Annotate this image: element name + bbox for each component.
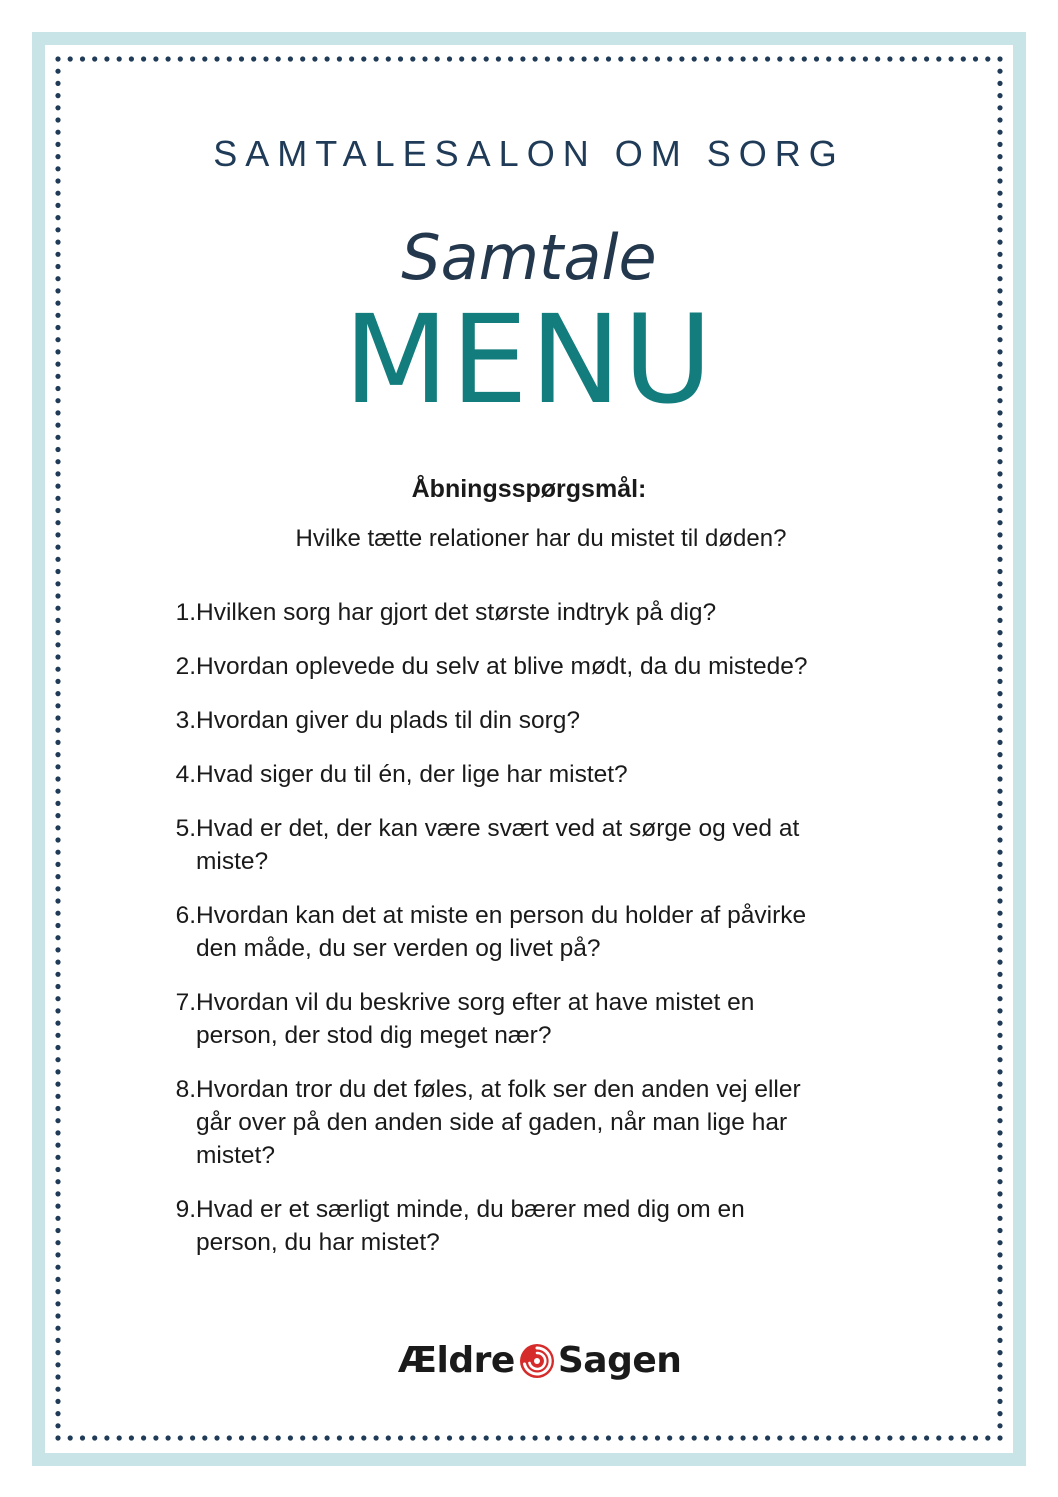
question-item bbox=[150, 758, 910, 791]
logo-left-word: Ældre bbox=[398, 1340, 515, 1381]
event-kicker: SAMTALESALON OM SORG bbox=[213, 133, 845, 174]
question-text-line: Hvordan kan det at miste en person du holder af påvirke bbox=[196, 902, 807, 929]
question-item bbox=[150, 1073, 910, 1172]
question-text bbox=[196, 650, 910, 683]
question-text-line: Hvordan vil du beskrive sorg efter at have mistet en bbox=[196, 989, 755, 1016]
title-main-word: MENU bbox=[343, 289, 715, 431]
question-text bbox=[196, 986, 910, 1052]
question-text-line: Hvad siger du til én, der lige har mistet? bbox=[196, 761, 628, 788]
question-item bbox=[150, 812, 910, 878]
question-text bbox=[196, 758, 910, 791]
question-number bbox=[150, 899, 196, 965]
question-number bbox=[150, 812, 196, 878]
question-item bbox=[150, 1193, 910, 1259]
opening-question: Hvilke tætte relationer har du mistet til døden? bbox=[295, 525, 787, 552]
question-number-label: 6. bbox=[175, 902, 196, 929]
question-number-label: 9. bbox=[175, 1196, 196, 1223]
question-item bbox=[150, 986, 910, 1052]
question-item bbox=[150, 596, 910, 629]
red-swirl-logo-icon bbox=[518, 1342, 556, 1380]
question-text bbox=[196, 596, 910, 629]
question-item bbox=[150, 650, 910, 683]
question-number bbox=[150, 758, 196, 791]
question-number bbox=[150, 704, 196, 737]
question-text-line: Hvordan oplevede du selv at blive mødt, da du mistede? bbox=[196, 653, 808, 680]
question-number-label: 5. bbox=[175, 815, 196, 842]
question-number bbox=[150, 1193, 196, 1259]
question-number bbox=[150, 596, 196, 629]
aeldre-sagen-logo bbox=[398, 1336, 682, 1386]
question-text-line: miste? bbox=[196, 848, 269, 875]
question-list bbox=[150, 596, 910, 1259]
question-item bbox=[150, 704, 910, 737]
question-number-label: 1. bbox=[175, 599, 196, 626]
question-text-line: den måde, du ser verden og livet på? bbox=[196, 935, 601, 962]
question-number bbox=[150, 1073, 196, 1172]
question-text-line: person, der stod dig meget nær? bbox=[196, 1022, 552, 1049]
question-text-line: Hvad er det, der kan være svært ved at sørge og ved at bbox=[196, 815, 800, 842]
question-text-line: mistet? bbox=[196, 1142, 275, 1169]
question-number-label: 2. bbox=[175, 653, 196, 680]
question-text bbox=[196, 812, 910, 878]
logo-right-word: Sagen bbox=[557, 1340, 682, 1381]
question-text-line: person, du har mistet? bbox=[196, 1229, 440, 1256]
question-text bbox=[196, 1193, 910, 1259]
question-text bbox=[196, 704, 910, 737]
question-number bbox=[150, 986, 196, 1052]
question-number-label: 4. bbox=[175, 761, 196, 788]
question-text bbox=[196, 899, 910, 965]
question-number-label: 8. bbox=[175, 1076, 196, 1103]
question-number-label: 3. bbox=[175, 707, 196, 734]
question-number bbox=[150, 650, 196, 683]
opening-heading: Åbningsspørgsmål: bbox=[411, 475, 647, 503]
title-script-word: Samtale bbox=[401, 221, 657, 294]
question-text-line: Hvordan tror du det føles, at folk ser den anden vej eller bbox=[196, 1076, 801, 1103]
question-text-line: går over på den anden side af gaden, når man lige har bbox=[196, 1109, 788, 1136]
question-text bbox=[196, 1073, 910, 1172]
question-text-line: Hvad er et særligt minde, du bærer med dig om en bbox=[196, 1196, 745, 1223]
question-text-line: Hvordan giver du plads til din sorg? bbox=[196, 707, 581, 734]
question-text-line: Hvilken sorg har gjort det største indtryk på dig? bbox=[196, 599, 717, 626]
question-item bbox=[150, 899, 910, 965]
question-number-label: 7. bbox=[175, 989, 196, 1016]
